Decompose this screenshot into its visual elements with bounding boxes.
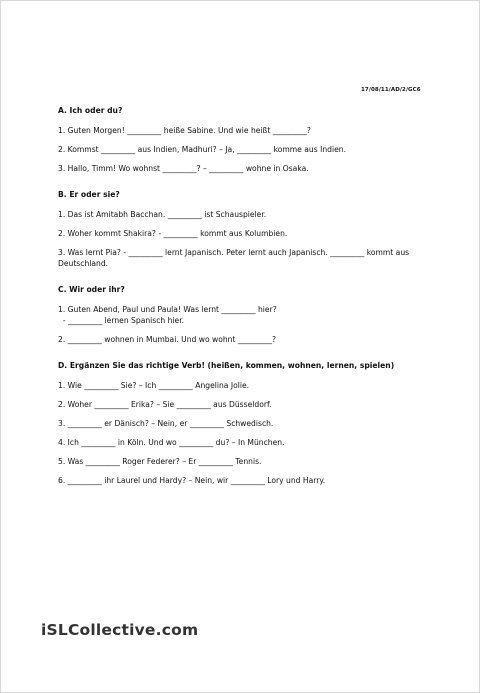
exercise-item: 3. Was lernt Pia? - _________ lernt Japanisch. Peter lernt auch Japanisch. _________ kommt aus Deutschland. [58,248,410,268]
worksheet-content [58,105,438,501]
exercise-item: 2. Woher _________ Erika? – Sie _________ aus Düsseldorf. [58,400,272,409]
exercise-item: 2. _________ wohnen in Mumbai. Und wo wohnt _________? [58,335,277,344]
exercise-item: 3. Hallo, Timm! Wo wohnst _________? – _________ wohne in Osaka. [58,164,309,173]
exercise-item: 6. _________ ihr Laurel und Hardy? – Nein, wir _________ Lory und Harry. [58,476,326,485]
exercise-item: 4. Ich _________ in Köln. Und wo _________ du? – In München. [58,438,285,447]
document-id: 17/08/11/AD/2/GC6 [361,87,421,93]
section-a [58,105,438,174]
islcollective-logo: iSLCollective.com [41,621,199,639]
section-title: C. Wir oder ihr? [58,285,125,294]
section-c [58,284,438,345]
section-title: A. Ich oder du? [58,106,123,115]
exercise-item: 1. Wie _________ Sie? – Ich _________ Angelina Jolie. [58,381,250,390]
exercise-item: 1. Guten Abend, Paul und Paula! Was lernt _________ hier? - _________ lernen Spanisch hier. [58,305,277,325]
section-title: B. Er oder sie? [58,190,120,199]
exercise-item: 1. Guten Morgen! _________ heiße Sabine. Und wie heißt _________? [58,126,311,135]
exercise-item: 2. Woher kommt Shakira? - _________ kommt aus Kolumbien. [58,229,288,238]
section-title: D. Ergänzen Sie das richtige Verb! (heißen, kommen, wohnen, lernen, spielen) [58,361,395,370]
exercise-item: 5. Was _________ Roger Federer? – Er _________ Tennis. [58,457,262,466]
section-d [58,360,438,486]
section-b [58,189,438,269]
exercise-item: 2. Kommst _________ aus Indien, Madhuri? – Ja, _________ komme aus Indien. [58,145,346,154]
exercise-item: 1. Das ist Amitabh Bacchan. _________ ist Schauspieler. [58,210,267,219]
exercise-item: 3. _________ er Dänisch? – Nein, er _________ Schwedisch. [58,419,274,428]
